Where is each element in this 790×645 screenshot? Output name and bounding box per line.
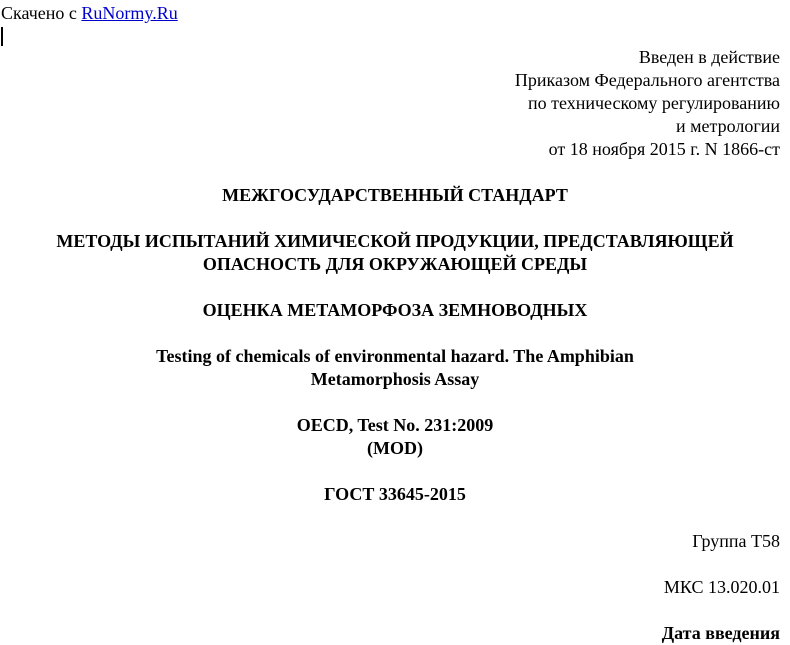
runormy-link[interactable]: RuNormy.Ru <box>81 3 178 23</box>
english-title <box>0 345 790 391</box>
download-prefix: Скачено с <box>1 3 82 23</box>
standard-designation <box>0 483 790 506</box>
enactment-line: Введен в действие <box>638 47 780 67</box>
reference-line: OECD, Test No. 231:2009 <box>296 415 494 435</box>
english-title-line: Testing of chemicals of environmental hazard. The Amphibian <box>156 346 634 366</box>
standard-subtitle <box>0 299 790 322</box>
standard-subtitle-text: ОЦЕНКА МЕТАМОРФОЗА ЗЕМНОВОДНЫХ <box>202 300 588 320</box>
download-source-line <box>1 2 178 24</box>
enactment-block <box>515 46 780 161</box>
group-label: Группа Т58 <box>692 531 780 551</box>
mks-label: МКС 13.020.01 <box>663 577 780 597</box>
enactment-line: по техническому регулированию <box>527 93 780 113</box>
standard-designation-text: ГОСТ 33645-2015 <box>324 484 466 504</box>
enactment-line: и метрологии <box>676 116 780 136</box>
enactment-line: Приказом Федерального агентства <box>514 70 780 90</box>
enactment-line: от 18 ноября 2015 г. N 1866-ст <box>548 139 780 159</box>
reference-document <box>0 414 790 460</box>
standard-type-text: МЕЖГОСУДАРСТВЕННЫЙ СТАНДАРТ <box>222 185 568 205</box>
reference-line: (MOD) <box>367 438 423 458</box>
intro-date-label: Дата введения <box>661 623 780 643</box>
standard-type <box>0 184 790 207</box>
text-cursor <box>1 27 3 46</box>
english-title-line: Metamorphosis Assay <box>310 369 480 389</box>
standard-title-line: ОПАСНОСТЬ ДЛЯ ОКРУЖАЮЩЕЙ СРЕДЫ <box>202 254 588 274</box>
standard-title <box>0 230 790 276</box>
standard-title-line: МЕТОДЫ ИСПЫТАНИЙ ХИМИЧЕСКОЙ ПРОДУКЦИИ, ПРЕДСТАВЛЯЮЩЕЙ <box>56 231 734 251</box>
